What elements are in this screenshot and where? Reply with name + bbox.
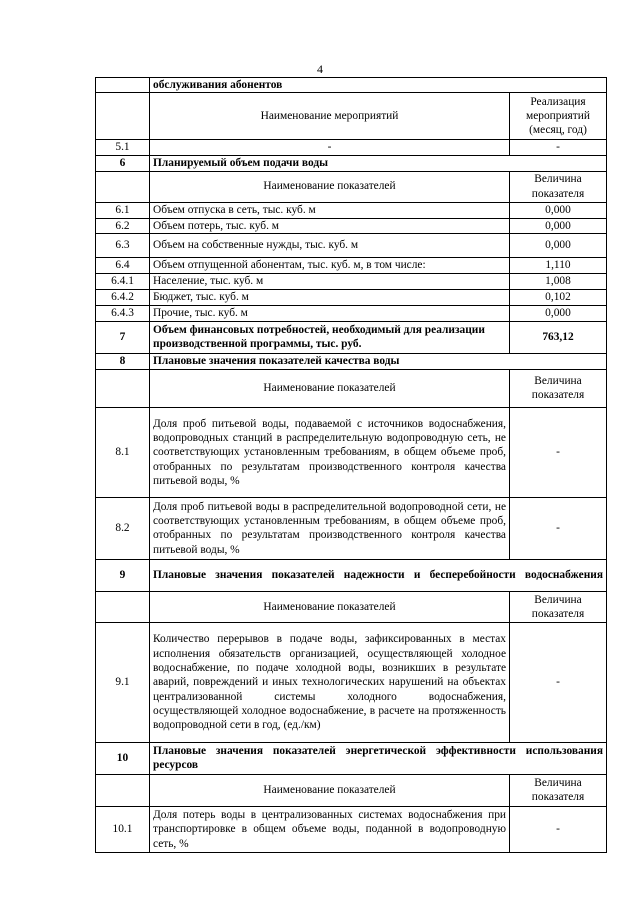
row-value: -	[510, 140, 607, 155]
table-row	[96, 289, 607, 305]
column-header-value: Величина показателя	[510, 774, 607, 806]
row-text: Объем отпуска в сеть, тыс. куб. м	[150, 202, 510, 218]
section-number: 10	[96, 742, 150, 774]
row-value: 1,110	[510, 257, 607, 273]
section-row	[96, 559, 607, 591]
table-row	[96, 407, 607, 497]
row-number: 6.4.2	[96, 289, 150, 305]
row-number: 5.1	[96, 140, 150, 155]
row-text: Количество перерывов в подаче воды, зафиксированных в местах исполнения обязательств организацией, осуществляющей холодное водоснабжение, по подаче холодной воды, возникших в результате аварий, повреждений и иных технологических нарушений на объектах централизованной системы холодного водоснабжения, осуществляющей холодное водоснабжение, в расчете на протяженность водопроводной сети в год, (ед./км)	[150, 622, 510, 742]
row-number: 6.1	[96, 202, 150, 218]
column-header-value: Величина показателя	[510, 369, 607, 407]
row-text: Бюджет, тыс. куб. м	[150, 289, 510, 305]
row-number-cell	[96, 93, 150, 140]
row-value: 0,000	[510, 218, 607, 233]
row-number: 10.1	[96, 806, 150, 852]
section-title: Плановые значения показателей надежности и бесперебойности водоснабжения	[150, 559, 607, 591]
row-number: 6.2	[96, 218, 150, 233]
row-number: 6.3	[96, 233, 150, 257]
row-text: Объем финансовых потребностей, необходимый для реализации производственной программы, тыс. руб.	[150, 321, 510, 353]
row-text: Доля проб питьевой воды, подаваемой с источников водоснабжения, водопроводных станций в распределительную водопроводную сеть, не соответствующих установленным требованиям, в общем объеме проб, отобранных по результатам производственного контроля качества питьевой воды, %	[150, 407, 510, 497]
row-number: 9.1	[96, 622, 150, 742]
table-row	[96, 233, 607, 257]
row-text: Объем потерь, тыс. куб. м	[150, 218, 510, 233]
column-header-name: Наименование показателей	[150, 774, 510, 806]
column-header-name: Наименование показателей	[150, 369, 510, 407]
row-text: Прочие, тыс. куб. м	[150, 305, 510, 321]
table-header-row	[96, 591, 607, 622]
row-value: -	[510, 407, 607, 497]
row-number: 8.1	[96, 407, 150, 497]
table-row	[96, 218, 607, 233]
table-header-row	[96, 369, 607, 407]
table-header-row	[96, 774, 607, 806]
section-number: 8	[96, 353, 150, 369]
row-value: -	[510, 497, 607, 559]
column-header-value: Величина показателя	[510, 591, 607, 622]
row-number: 8.2	[96, 497, 150, 559]
row-text: Доля потерь воды в централизованных системах водоснабжения при транспортировке в общем объеме воды, поданной в водопроводную сеть, %	[150, 806, 510, 852]
row-text: Население, тыс. куб. м	[150, 273, 510, 289]
row-number: 6.4	[96, 257, 150, 273]
row-number-cell	[96, 78, 150, 93]
table-row	[96, 305, 607, 321]
section-continuation-title: обслуживания абонентов	[150, 78, 607, 93]
table-row	[96, 497, 607, 559]
table-row	[96, 622, 607, 742]
section-title: Плановые значения показателей энергетической эффективности использования ресурсов	[150, 742, 607, 774]
section-row	[96, 742, 607, 774]
table-header-row	[96, 171, 607, 202]
column-header-value: Реализация мероприятий (месяц, год)	[510, 93, 607, 140]
section-row	[96, 353, 607, 369]
row-number-cell	[96, 591, 150, 622]
column-header-value: Величина показателя	[510, 171, 607, 202]
row-value: 0,000	[510, 202, 607, 218]
table-row	[96, 273, 607, 289]
row-value: 0,000	[510, 233, 607, 257]
row-text: Объем отпущенной абонентам, тыс. куб. м, в том числе:	[150, 257, 510, 273]
row-value: 0,000	[510, 305, 607, 321]
table-row	[96, 257, 607, 273]
row-value: 0,102	[510, 289, 607, 305]
section-number: 6	[96, 155, 150, 171]
table-row	[96, 806, 607, 852]
row-number-cell	[96, 369, 150, 407]
production-program-table	[95, 77, 607, 853]
row-value: 763,12	[510, 321, 607, 353]
row-number: 6.4.3	[96, 305, 150, 321]
column-header-name: Наименование показателей	[150, 171, 510, 202]
row-number-cell	[96, 171, 150, 202]
row-number: 6.4.1	[96, 273, 150, 289]
row-text: Объем на собственные нужды, тыс. куб. м	[150, 233, 510, 257]
column-header-name: Наименование показателей	[150, 591, 510, 622]
row-text: Доля проб питьевой воды в распределительной водопроводной сети, не соответствующих установленным требованиям, в общем объеме проб, отобранных по результатам производственного контроля качества питьевой воды, %	[150, 497, 510, 559]
row-number-cell	[96, 774, 150, 806]
page-number: 4	[317, 62, 323, 76]
table-header-row	[96, 93, 607, 140]
section-number: 9	[96, 559, 150, 591]
row-text: -	[150, 140, 510, 155]
table-row	[96, 202, 607, 218]
section-row	[96, 155, 607, 171]
row-number: 7	[96, 321, 150, 353]
section-title: Плановые значения показателей качества воды	[150, 353, 607, 369]
section-title: Планируемый объем подачи воды	[150, 155, 607, 171]
table-row	[96, 321, 607, 353]
row-value: -	[510, 806, 607, 852]
row-value: 1,008	[510, 273, 607, 289]
row-value: -	[510, 622, 607, 742]
table-row	[96, 78, 607, 93]
column-header-name: Наименование мероприятий	[150, 93, 510, 140]
table-row	[96, 140, 607, 155]
